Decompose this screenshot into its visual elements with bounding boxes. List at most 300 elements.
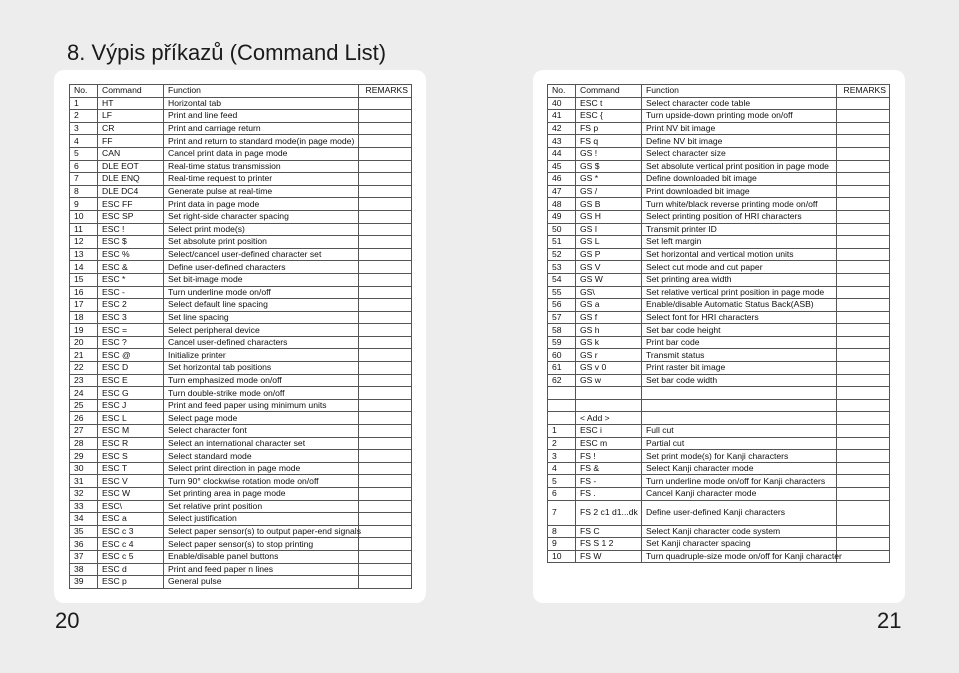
cell-remarks [359,122,412,135]
table-row [548,185,890,198]
cell-no: 41 [548,110,576,123]
table-row [70,286,412,299]
table-row [70,374,412,387]
table-row [548,299,890,312]
cell-function: Turn emphasized mode on/off [164,374,359,387]
cell-function: Initialize printer [164,349,359,362]
cell-command: ESC { [576,110,642,123]
cell-no [548,399,576,412]
cell-remarks [359,462,412,475]
cell-function: Enable/disable Automatic Status Back(ASB) [642,299,837,312]
cell-no: 4 [548,462,576,475]
cell-no: 28 [70,437,98,450]
cell-function: Turn quadruple-size mode on/off for Kanji character [642,550,837,563]
cell-remarks [837,374,890,387]
cell-function: Cancel print data in page mode [164,147,359,160]
cell-command: ESC c 5 [98,550,164,563]
cell-command: ESC ? [98,336,164,349]
header-remarks: REMARKS [359,85,412,98]
cell-no: 49 [548,210,576,223]
cell-command: ESC $ [98,236,164,249]
table-row [70,261,412,274]
cell-no: 9 [70,198,98,211]
cell-remarks [837,387,890,400]
table-row [70,425,412,438]
cell-remarks [837,173,890,186]
table-row [70,223,412,236]
cell-function: Select print mode(s) [164,223,359,236]
table-row [548,399,890,412]
cell-function: Turn white/black reverse printing mode on/off [642,198,837,211]
table-row [70,362,412,375]
cell-no: 21 [70,349,98,362]
table-row [70,349,412,362]
cell-no: 36 [70,538,98,551]
cell-remarks [837,538,890,551]
cell-no: 39 [70,576,98,589]
cell-command: GS * [576,173,642,186]
cell-no: 59 [548,336,576,349]
cell-function: Set horizontal tab positions [164,362,359,375]
cell-no: 9 [548,538,576,551]
cell-command [576,387,642,400]
cell-function: Select an international character set [164,437,359,450]
table-row [70,475,412,488]
cell-no: 37 [70,550,98,563]
cell-function: Select paper sensor(s) to stop printing [164,538,359,551]
add-label: < Add > [576,412,642,425]
cell-remarks [359,324,412,337]
cell-function: Select print direction in page mode [164,462,359,475]
cell-no: 2 [70,110,98,123]
cell-function: Set absolute vertical print position in page mode [642,160,837,173]
cell-remarks [837,223,890,236]
cell-remarks [359,475,412,488]
table-row [548,311,890,324]
table-row [548,160,890,173]
cell-remarks [359,160,412,173]
cell-remarks [837,437,890,450]
cell-command: ESC D [98,362,164,375]
cell-no: 22 [70,362,98,375]
header-command: Command [98,85,164,98]
command-table-right [547,84,890,563]
cell-no: 32 [70,488,98,501]
cell-no: 43 [548,135,576,148]
cell-command: GS f [576,311,642,324]
cell-no: 48 [548,198,576,211]
table-row [70,336,412,349]
cell-remarks [359,525,412,538]
cell-command: ESC SP [98,210,164,223]
table-row [70,311,412,324]
cell-function: Set bar code width [642,374,837,387]
cell-no: 12 [70,236,98,249]
cell-remarks [359,412,412,425]
cell-function: Select character size [642,147,837,160]
cell-function: Print and carriage return [164,122,359,135]
cell-no: 8 [70,185,98,198]
cell-remarks [837,349,890,362]
cell-no: 23 [70,374,98,387]
table-row [548,362,890,375]
table-row [548,336,890,349]
cell-remarks [837,336,890,349]
page-number-left: 20 [55,608,80,633]
cell-remarks [837,236,890,249]
cell-command: GS L [576,236,642,249]
cell-function: Print and return to standard mode(in page mode) [164,135,359,148]
cell-command: CR [98,122,164,135]
cell-remarks [837,488,890,501]
table-row [70,122,412,135]
cell-remarks [837,362,890,375]
cell-command: GS I [576,223,642,236]
header-remarks: REMARKS [837,85,890,98]
table-row [548,324,890,337]
cell-remarks [837,299,890,312]
table-row [70,185,412,198]
cell-function: Define user-defined Kanji characters [642,500,837,525]
cell-remarks [359,362,412,375]
cell-command: ESC J [98,399,164,412]
cell-no: 5 [548,475,576,488]
table-row [70,248,412,261]
cell-function: Enable/disable panel buttons [164,550,359,563]
cell-remarks [837,450,890,463]
cell-function: Set relative vertical print position in page mode [642,286,837,299]
cell-command: ESC FF [98,198,164,211]
cell-remarks [359,97,412,110]
table-row [70,236,412,249]
cell-no [548,387,576,400]
table-header-row [548,85,890,98]
header-function: Function [642,85,837,98]
cell-command: ESC c 4 [98,538,164,551]
cell-no: 8 [548,525,576,538]
cell-remarks [359,248,412,261]
cell-remarks [837,135,890,148]
cell-command: CAN [98,147,164,160]
cell-command: ESC W [98,488,164,501]
table-row [70,110,412,123]
table-row [548,286,890,299]
cell-remarks [837,185,890,198]
cell-remarks [837,475,890,488]
cell-function: Print raster bit image [642,362,837,375]
table-row [548,437,890,450]
cell-remarks [837,110,890,123]
cell-function: Set printing area in page mode [164,488,359,501]
cell-command: ESC ! [98,223,164,236]
cell-function: Select page mode [164,412,359,425]
table-row [548,488,890,501]
cell-no: 7 [70,173,98,186]
cell-no: 7 [548,500,576,525]
cell-remarks [359,135,412,148]
cell-no: 35 [70,525,98,538]
table-row [548,349,890,362]
cell-remarks [837,248,890,261]
cell-no: 61 [548,362,576,375]
cell-no: 4 [70,135,98,148]
table-row [548,210,890,223]
table-row [548,374,890,387]
cell-no: 62 [548,374,576,387]
cell-function: Turn underline mode on/off for Kanji characters [642,475,837,488]
cell-remarks [359,198,412,211]
cell-no: 1 [548,425,576,438]
cell-remarks [359,488,412,501]
cell-no: 50 [548,223,576,236]
cell-command: GS B [576,198,642,211]
table-row [70,97,412,110]
cell-function: Define user-defined characters [164,261,359,274]
cell-command: ESC = [98,324,164,337]
cell-no: 60 [548,349,576,362]
cell-function: Print and feed paper n lines [164,563,359,576]
cell-command: FF [98,135,164,148]
cell-remarks [359,513,412,526]
cell-command: ESC t [576,97,642,110]
cell-function: Select default line spacing [164,299,359,312]
cell-function: General pulse [164,576,359,589]
cell-command: FS C [576,525,642,538]
cell-no: 44 [548,147,576,160]
cell-remarks [837,210,890,223]
cell-remarks [359,299,412,312]
cell-no: 40 [548,97,576,110]
cell-command: ESC S [98,450,164,463]
cell-command: ESC T [98,462,164,475]
cell-remarks [359,223,412,236]
table-row [70,147,412,160]
cell-command: ESC R [98,437,164,450]
cell-no: 55 [548,286,576,299]
cell-remarks [359,437,412,450]
cell-function: Set line spacing [164,311,359,324]
cell-remarks [837,273,890,286]
cell-command: ESC * [98,273,164,286]
cell-command: ESC c 3 [98,525,164,538]
cell-command: FS p [576,122,642,135]
cell-command: FS - [576,475,642,488]
cell-command: DLE ENQ [98,173,164,186]
cell-no: 54 [548,273,576,286]
table-row [70,576,412,589]
cell-command: FS & [576,462,642,475]
table-row [548,248,890,261]
table-row [548,135,890,148]
cell-function: Set horizontal and vertical motion units [642,248,837,261]
cell-function: Select character code table [642,97,837,110]
cell-no: 25 [70,399,98,412]
cell-remarks [837,525,890,538]
cell-no: 34 [70,513,98,526]
cell-function: Select Kanji character mode [642,462,837,475]
cell-no: 5 [70,147,98,160]
cell-no: 26 [70,412,98,425]
table-row [548,261,890,274]
cell-no: 1 [70,97,98,110]
cell-command: GS r [576,349,642,362]
cell-function: Set bar code height [642,324,837,337]
cell-function: Generate pulse at real-time [164,185,359,198]
cell-function: Real-time status transmission [164,160,359,173]
cell-no: 6 [70,160,98,173]
cell-remarks [359,374,412,387]
cell-function: Set Kanji character spacing [642,538,837,551]
cell-remarks [359,236,412,249]
table-row [70,525,412,538]
cell-function: Transmit status [642,349,837,362]
table-row [548,147,890,160]
cell-no: 14 [70,261,98,274]
table-header-row [70,85,412,98]
cell-command: ESC E [98,374,164,387]
cell-remarks [837,122,890,135]
table-row [70,488,412,501]
cell-command: ESC m [576,437,642,450]
table-row [70,210,412,223]
cell-command: ESC\ [98,500,164,513]
cell-function: Cancel Kanji character mode [642,488,837,501]
cell-function: Select standard mode [164,450,359,463]
table-row [70,450,412,463]
cell-no: 18 [70,311,98,324]
cell-no: 17 [70,299,98,312]
cell-function: Select/cancel user-defined character set [164,248,359,261]
table-row [548,538,890,551]
cell-no [548,412,576,425]
cell-command: FS . [576,488,642,501]
table-row [548,236,890,249]
cell-function: Print NV bit image [642,122,837,135]
table-row [70,299,412,312]
cell-no: 16 [70,286,98,299]
cell-function [642,412,837,425]
cell-no: 10 [548,550,576,563]
cell-function: Select paper sensor(s) to output paper-end signals [164,525,359,538]
table-row [548,525,890,538]
cell-command: FS q [576,135,642,148]
table-row [70,324,412,337]
cell-function: Select justification [164,513,359,526]
cell-command: ESC 2 [98,299,164,312]
cell-function: Print data in page mode [164,198,359,211]
cell-command: GS H [576,210,642,223]
cell-function: Set relative print position [164,500,359,513]
cell-function: Select peripheral device [164,324,359,337]
cell-function: Select Kanji character code system [642,525,837,538]
cell-remarks [837,500,890,525]
table-row [548,110,890,123]
cell-remarks [837,311,890,324]
cell-remarks [837,412,890,425]
cell-command: ESC V [98,475,164,488]
cell-command: ESC a [98,513,164,526]
table-row [548,122,890,135]
cell-remarks [837,399,890,412]
cell-no: 47 [548,185,576,198]
cell-remarks [359,273,412,286]
cell-no: 57 [548,311,576,324]
header-no: No. [548,85,576,98]
cell-function: Set right-side character spacing [164,210,359,223]
cell-function: Select font for HRI characters [642,311,837,324]
cell-remarks [837,147,890,160]
cell-function: Turn upside-down printing mode on/off [642,110,837,123]
cell-no: 33 [70,500,98,513]
cell-function: Real-time request to printer [164,173,359,186]
table-row [548,412,890,425]
cell-remarks [359,576,412,589]
table-row [70,550,412,563]
header-no: No. [70,85,98,98]
cell-function: Set bit-image mode [164,273,359,286]
cell-remarks [837,160,890,173]
cell-function: Print and feed paper using minimum units [164,399,359,412]
cell-command: GS h [576,324,642,337]
cell-command: ESC d [98,563,164,576]
cell-command: GS / [576,185,642,198]
cell-remarks [359,286,412,299]
cell-function: Set absolute print position [164,236,359,249]
cell-remarks [837,286,890,299]
cell-no: 42 [548,122,576,135]
cell-function: Define downloaded bit image [642,173,837,186]
cell-command: GS W [576,273,642,286]
cell-command: GS v 0 [576,362,642,375]
header-command: Command [576,85,642,98]
cell-remarks [359,387,412,400]
cell-command: GS $ [576,160,642,173]
cell-function: Print downloaded bit image [642,185,837,198]
cell-command: ESC L [98,412,164,425]
table-row [70,198,412,211]
cell-function: Partial cut [642,437,837,450]
cell-function: Print and line feed [164,110,359,123]
cell-function: Print bar code [642,336,837,349]
cell-remarks [837,324,890,337]
table-row [548,462,890,475]
cell-function [642,387,837,400]
cell-function: Select printing position of HRI characters [642,210,837,223]
cell-remarks [359,349,412,362]
table-row [548,425,890,438]
table-row [548,550,890,563]
table-row [548,198,890,211]
cell-command: ESC & [98,261,164,274]
table-row [548,500,890,525]
cell-no: 27 [70,425,98,438]
table-row [70,135,412,148]
cell-command: DLE DC4 [98,185,164,198]
cell-remarks [359,311,412,324]
table-row [548,97,890,110]
cell-no: 38 [70,563,98,576]
table-row [70,399,412,412]
cell-no: 3 [548,450,576,463]
cell-function: Turn 90° clockwise rotation mode on/off [164,475,359,488]
cell-command: FS ! [576,450,642,463]
table-row [70,437,412,450]
cell-no: 10 [70,210,98,223]
cell-remarks [359,185,412,198]
cell-no: 52 [548,248,576,261]
cell-remarks [359,550,412,563]
header-function: Function [164,85,359,98]
